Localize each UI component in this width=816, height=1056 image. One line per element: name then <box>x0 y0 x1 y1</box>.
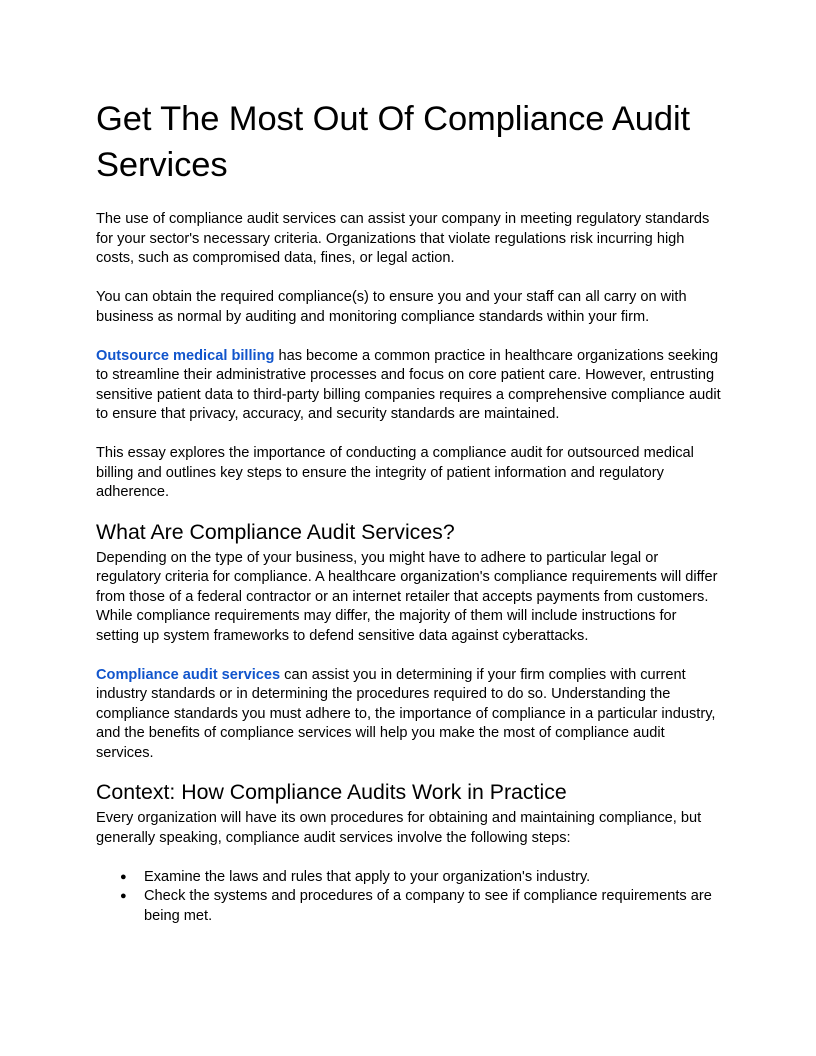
bullet-icon: ● <box>120 890 127 902</box>
steps-list <box>96 868 722 927</box>
section2-paragraph-1: Every organization will have its own procedures for obtaining and maintaining compliance, but generally speaking, compliance audit services involve the following steps: <box>96 810 702 846</box>
section-heading-context: Context: How Compliance Audits Work in Practice <box>96 780 567 804</box>
section1-paragraph-1: Depending on the type of your business, you might have to adhere to particular legal or regulatory criteria for compliance. A healthcare organization's compliance requirements will differ from those of a federal contractor or an internet retailer that accepts payments from customers. While compliance requirements may differ, the majority of them will include instructions for setting up system frameworks to defend sensitive data against cyberattacks. <box>96 549 718 644</box>
bullet-icon: ● <box>120 870 127 883</box>
outsource-medical-billing-link[interactable]: Outsource medical billing <box>96 347 275 364</box>
essay-paragraph: This essay explores the importance of conducting a compliance audit for outsourced medical billing and outlines key steps to ensure the integrity of patient information and regulatory adherence. <box>96 445 694 500</box>
list-item <box>96 887 722 926</box>
outsource-paragraph <box>96 347 722 425</box>
document-page <box>96 96 722 926</box>
list-item <box>96 868 722 888</box>
list-item-text: Examine the laws and rules that apply to your organization's industry. <box>144 868 591 885</box>
intro-paragraph-2: You can obtain the required compliance(s) to ensure you and your staff can all carry on with business as normal by auditing and monitoring compliance standards within your firm. <box>96 289 687 325</box>
page-title: Get The Most Out Of Compliance Audit Services <box>96 100 691 184</box>
intro-paragraph-1: The use of compliance audit services can assist your company in meeting regulatory standards for your sector's necessary criteria. Organizations that violate regulations risk incurring high costs, such as compromised data, fines, or legal action. <box>96 211 710 266</box>
section1-paragraph-2-text: can assist you in determining if your firm complies with current industry standards or in determining the procedures required to do so. Understanding the compliance standards you must adhere to, the importance of compliance in a particular industry, and the benefits of compliance services will help you make the most of compliance audit services. <box>96 666 716 761</box>
section1-paragraph-2 <box>96 666 722 764</box>
list-item-text: Check the systems and procedures of a company to see if compliance requirements are being met. <box>144 888 712 924</box>
outsource-paragraph-text: has become a common practice in healthcare organizations seeking to streamline their administrative processes and focus on core patient care. However, entrusting sensitive patient data to third-party billing companies requires a comprehensive compliance audit to ensure that privacy, accuracy, and security standards are maintained. <box>96 347 721 422</box>
compliance-audit-services-link[interactable]: Compliance audit services <box>96 666 281 683</box>
section-heading-what-are: What Are Compliance Audit Services? <box>96 519 455 544</box>
